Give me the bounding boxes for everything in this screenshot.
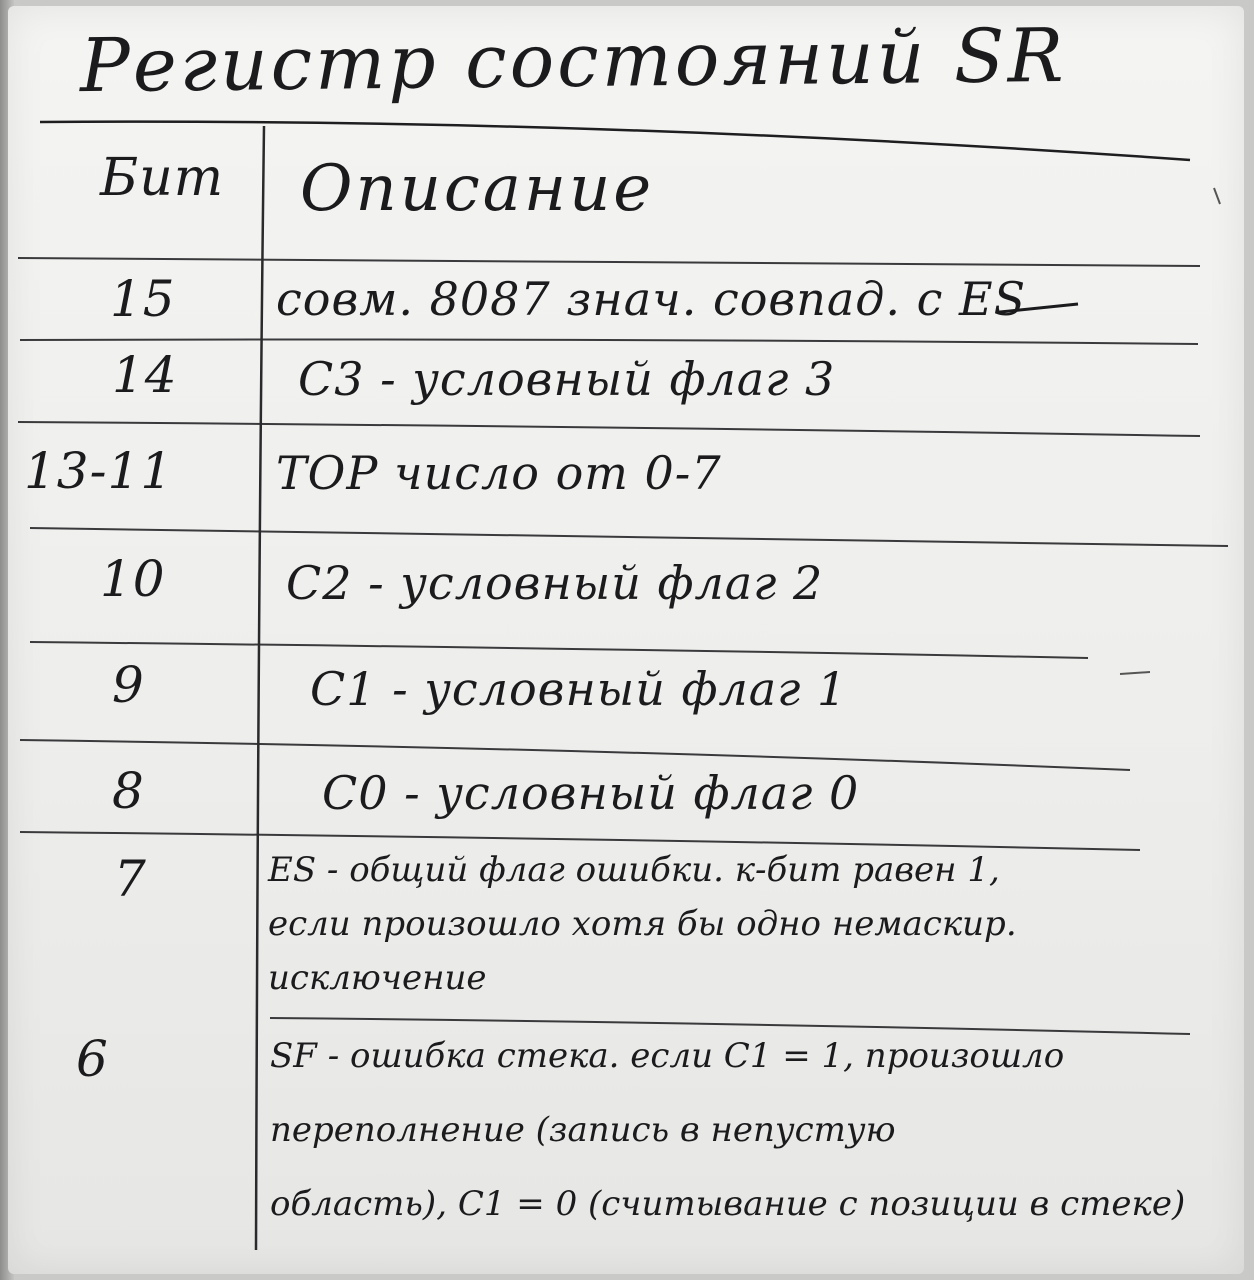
table-rule — [20, 832, 1140, 850]
table-rule — [30, 642, 1088, 658]
row-description: TOP число от 0-7 — [276, 446, 722, 500]
row-description-line: ES - общий флаг ошибки. к-бит равен 1, — [268, 850, 1000, 890]
column-header-description: Описание — [300, 152, 655, 226]
table-rule — [18, 422, 1200, 436]
row-description-line: переполнение (запись в непустую — [270, 1110, 896, 1150]
row-bit: 9 — [112, 656, 145, 714]
table-rule — [18, 258, 1200, 266]
row-bit: 13-11 — [24, 442, 174, 500]
row-description-line: если произошло хотя бы одно немаскир. — [268, 904, 1017, 944]
row-description: С0 - условный флаг 0 — [322, 766, 860, 820]
column-divider — [256, 126, 264, 1250]
row-description-line: исключение — [268, 958, 487, 998]
row-description: С2 - условный флаг 2 — [286, 556, 824, 610]
margin-mark — [1214, 188, 1220, 204]
row-bit: 8 — [112, 762, 145, 820]
row-description: С3 - условный флаг 3 — [298, 352, 836, 406]
table-rule — [30, 528, 1228, 546]
margin-mark — [1120, 672, 1150, 674]
row-bit: 14 — [112, 346, 178, 404]
row-description-line: область), С1 = 0 (считывание с позиции в стеке) — [270, 1184, 1186, 1224]
column-header-bit: Бит — [100, 148, 225, 208]
table-rule — [270, 1018, 1190, 1034]
row-bit: 7 — [114, 850, 147, 908]
row-bit: 15 — [110, 270, 176, 328]
board-title: Регистр состояний SR — [79, 12, 1067, 110]
table-rule — [20, 340, 1198, 345]
row-bit: 10 — [100, 550, 166, 608]
row-description-line: SF - ошибка стека. если С1 = 1, произошло — [270, 1036, 1065, 1076]
row-description: С1 - условный флаг 1 — [310, 662, 848, 716]
row-description: совм. 8087 знач. совпад. с ES — [276, 272, 1027, 326]
row-bit: 6 — [76, 1030, 109, 1088]
